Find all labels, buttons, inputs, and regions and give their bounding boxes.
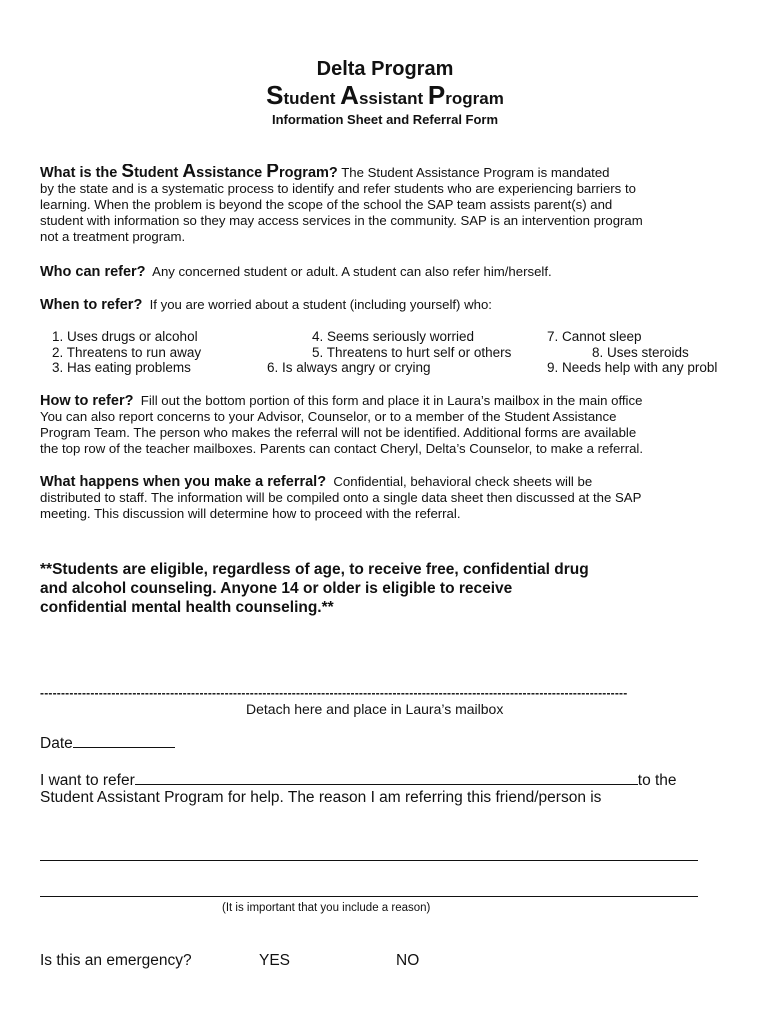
list-item: 4. Seems seriously worried	[312, 329, 475, 344]
how-text-line-1: Fill out the bottom portion of this form and place it in Laura’s mailbox in the main office	[140, 393, 643, 408]
what-happens-text-line-3: meeting. This discussion will determine how to proceed with the referral.	[40, 506, 461, 521]
what-happens-text-line-2: distributed to staff. The information will be compiled onto a single data sheet then discussed at the SAP	[40, 490, 642, 505]
section-who	[40, 264, 745, 280]
date-label: Date	[40, 735, 73, 752]
list-item: 8. Uses steroids	[592, 345, 689, 360]
what-is-text-line-4: student with information so they may access services in the community. SAP is an intervention program	[40, 213, 643, 228]
emergency-no-option[interactable]: NO	[396, 952, 420, 969]
what-is-text-line-3: learning. When the problem is beyond the scope of the school the SAP team assists parent(s) and	[40, 197, 613, 212]
how-text-line-3: Program Team. The person who makes the referral will not be identified. Additional forms are available	[40, 425, 637, 440]
reason-note: (It is important that you include a reason)	[222, 902, 431, 914]
when-heading: When to refer?	[40, 297, 143, 313]
reason-line-2[interactable]	[40, 896, 698, 897]
list-item: 3. Has eating problems	[52, 360, 191, 375]
what-is-heading: What is the Student Assistance Program?	[40, 164, 338, 181]
how-heading: How to refer?	[40, 393, 134, 409]
what-is-text-line-2: by the state and is a systematic process to identify and refer students who are experiencing barriers to	[40, 181, 636, 196]
referred-person-field[interactable]	[135, 770, 638, 785]
sap-letter-s: S	[266, 80, 284, 110]
detach-caption: Detach here and place in Laura’s mailbox	[246, 701, 504, 717]
form-title: Information Sheet and Referral Form	[271, 112, 499, 127]
refer-prefix: I want to refer	[40, 772, 135, 789]
section-what-happens	[40, 474, 745, 522]
who-heading: Who can refer?	[40, 264, 146, 280]
detach-dashed-line: --------------------------------------------------------------------------------------------------------------------------------------------	[40, 686, 628, 700]
list-item: 2. Threatens to run away	[52, 345, 202, 360]
sap-word-ssistant: ssistant	[358, 89, 428, 108]
who-text: Any concerned student or adult. A student can also refer him/herself.	[152, 264, 552, 279]
sap-word-rogram: rogram	[445, 89, 504, 108]
sap-title	[0, 80, 770, 111]
section-what-is	[40, 164, 745, 245]
section-how	[40, 393, 745, 457]
eligibility-note-line-1: **Students are eligible, regardless of age, to receive free, confidential drug	[40, 561, 589, 578]
sap-letter-p: P	[427, 80, 446, 110]
list-item: 1. Uses drugs or alcohol	[52, 329, 198, 344]
reason-line-1[interactable]	[40, 860, 698, 861]
list-item: 5. Threatens to hurt self or others	[312, 345, 512, 360]
refer-line-2: Student Assistant Program for help. The reason I am referring this friend/person is	[40, 789, 602, 806]
how-text-line-4: the top row of the teacher mailboxes. Parents can contact Cheryl, Delta’s Counselor, to make a referral.	[40, 441, 644, 456]
emergency-label: Is this an emergency?	[40, 952, 192, 969]
sap-word-tudent: tudent	[283, 89, 341, 108]
eligibility-note-line-2: and alcohol counseling. Anyone 14 or older is eligible to receive	[40, 580, 513, 597]
what-is-text-line-1: The Student Assistance Program is mandated	[341, 165, 610, 180]
date-field[interactable]	[73, 733, 175, 748]
what-is-text-line-5: not a treatment program.	[40, 229, 186, 244]
list-item: 9. Needs help with any probl	[547, 360, 718, 375]
date-row	[40, 733, 175, 753]
what-happens-heading: What happens when you make a referral?	[40, 474, 327, 490]
how-text-line-2: You can also report concerns to your Advisor, Counselor, or to a member of the Student Assistance	[40, 409, 617, 424]
list-item: 7. Cannot sleep	[547, 329, 642, 344]
when-text: If you are worried about a student (including yourself) who:	[149, 297, 492, 312]
refer-row	[40, 770, 677, 790]
sap-letter-a: A	[340, 80, 359, 110]
eligibility-note	[40, 560, 589, 617]
program-title: Delta Program	[316, 58, 454, 80]
list-item: 6. Is always angry or crying	[267, 360, 431, 375]
eligibility-note-line-3: confidential mental health counseling.**	[40, 599, 334, 616]
emergency-yes-option[interactable]: YES	[259, 952, 291, 969]
section-when	[40, 297, 745, 313]
what-happens-text-line-1: Confidential, behavioral check sheets will be	[333, 474, 593, 489]
refer-suffix: to the	[637, 772, 677, 789]
